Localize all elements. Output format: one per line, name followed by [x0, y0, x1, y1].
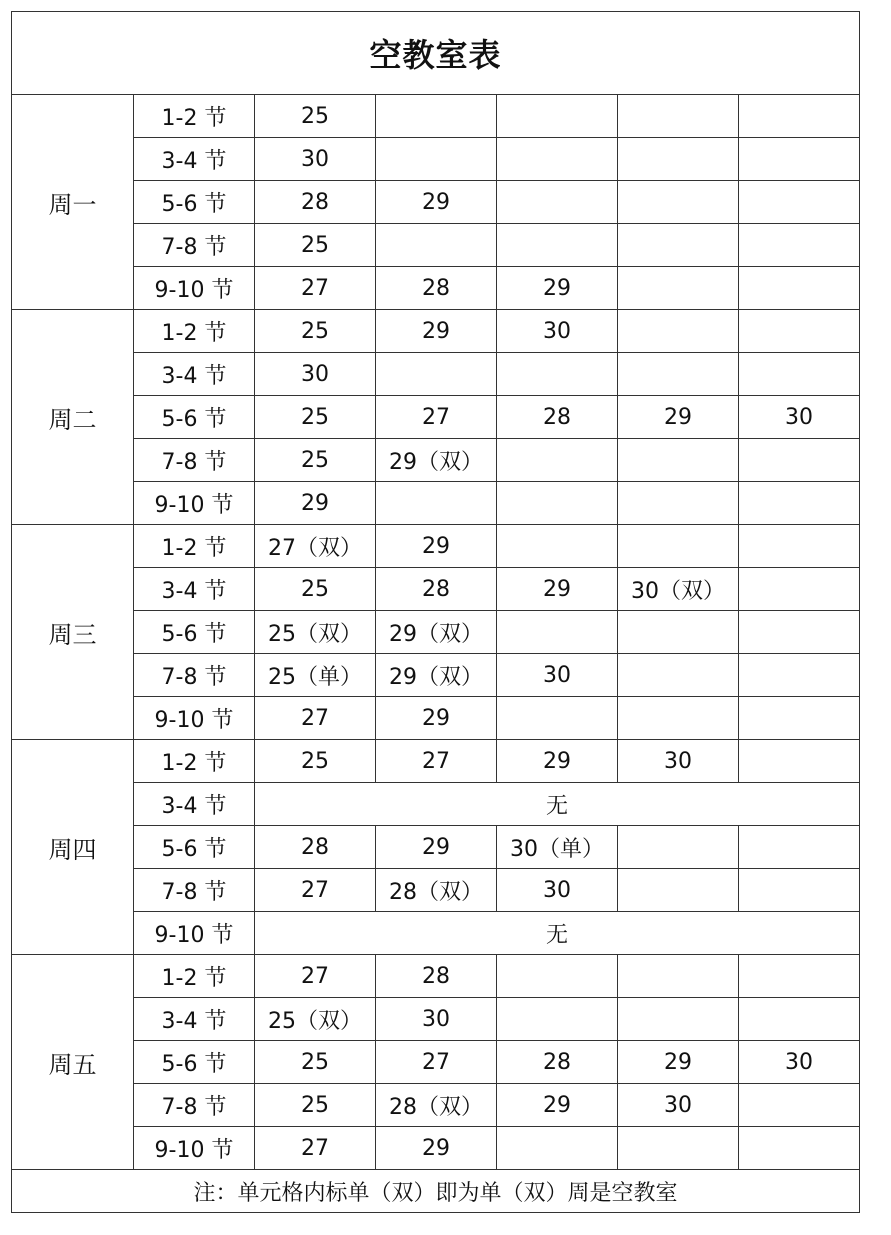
room-cell	[739, 353, 860, 396]
room-cell	[618, 826, 739, 869]
table-row	[12, 611, 860, 654]
room-cell: 29	[497, 267, 618, 310]
room-cell: 29	[376, 697, 497, 740]
day-label: 周四	[12, 740, 134, 955]
period-label: 3-4 节	[134, 138, 255, 181]
room-cell: 25	[255, 396, 376, 439]
room-cell	[618, 525, 739, 568]
room-cell: 30	[376, 998, 497, 1041]
room-cell: 27	[255, 955, 376, 998]
room-cell: 30	[497, 654, 618, 697]
period-label: 1-2 节	[134, 95, 255, 138]
room-cell: 29	[376, 826, 497, 869]
room-cell	[739, 1127, 860, 1170]
period-label: 9-10 节	[134, 1127, 255, 1170]
period-label: 9-10 节	[134, 697, 255, 740]
table-row	[12, 912, 860, 955]
room-cell	[497, 353, 618, 396]
room-cell	[618, 654, 739, 697]
table-row	[12, 267, 860, 310]
room-cell	[618, 869, 739, 912]
room-cell	[739, 224, 860, 267]
room-cell: 27	[376, 1041, 497, 1084]
room-cell	[618, 95, 739, 138]
room-cell	[497, 955, 618, 998]
room-cell	[376, 482, 497, 525]
room-cell: 30	[618, 740, 739, 783]
room-cell: 28	[255, 181, 376, 224]
period-label: 5-6 节	[134, 611, 255, 654]
room-cell	[739, 869, 860, 912]
table-row	[12, 396, 860, 439]
room-cell	[618, 955, 739, 998]
period-label: 7-8 节	[134, 439, 255, 482]
period-label: 5-6 节	[134, 396, 255, 439]
period-label: 7-8 节	[134, 1084, 255, 1127]
room-cell: 29	[376, 1127, 497, 1170]
room-cell	[739, 267, 860, 310]
room-cell: 25	[255, 1084, 376, 1127]
table-row	[12, 1127, 860, 1170]
empty-classroom-table	[11, 11, 860, 1213]
period-label: 3-4 节	[134, 783, 255, 826]
day-label: 周三	[12, 525, 134, 740]
period-label: 7-8 节	[134, 869, 255, 912]
table-row	[12, 353, 860, 396]
room-cell	[739, 525, 860, 568]
room-cell	[739, 654, 860, 697]
room-cell	[618, 998, 739, 1041]
room-cell: 29（双）	[376, 654, 497, 697]
period-label: 1-2 节	[134, 525, 255, 568]
room-cell	[497, 138, 618, 181]
room-cell: 25（双）	[255, 611, 376, 654]
room-cell: 29	[376, 310, 497, 353]
period-label: 1-2 节	[134, 955, 255, 998]
room-cell: 29	[497, 740, 618, 783]
period-label: 5-6 节	[134, 1041, 255, 1084]
room-cell: 27	[255, 267, 376, 310]
room-cell: 25	[255, 95, 376, 138]
room-cell: 29	[255, 482, 376, 525]
room-cell	[618, 439, 739, 482]
table-row	[12, 1084, 860, 1127]
room-cell	[739, 439, 860, 482]
period-label: 5-6 节	[134, 826, 255, 869]
room-cell	[497, 95, 618, 138]
room-cell: 29（双）	[376, 439, 497, 482]
table-row	[12, 310, 860, 353]
room-cell	[376, 138, 497, 181]
room-cell: 28	[376, 267, 497, 310]
room-cell	[739, 181, 860, 224]
room-cell: 25	[255, 439, 376, 482]
period-label: 9-10 节	[134, 912, 255, 955]
table-row	[12, 998, 860, 1041]
room-cell: 27	[255, 697, 376, 740]
period-label: 5-6 节	[134, 181, 255, 224]
room-cell: 29	[618, 1041, 739, 1084]
room-cell	[376, 224, 497, 267]
room-cell: 25	[255, 224, 376, 267]
period-label: 1-2 节	[134, 310, 255, 353]
room-cell	[618, 224, 739, 267]
room-cell: 28（双）	[376, 1084, 497, 1127]
room-cell: 30	[497, 310, 618, 353]
room-cell	[739, 568, 860, 611]
period-label: 7-8 节	[134, 224, 255, 267]
room-cell	[497, 611, 618, 654]
room-cell	[739, 697, 860, 740]
room-cell: 28	[255, 826, 376, 869]
room-cell	[497, 181, 618, 224]
room-cell: 29	[376, 525, 497, 568]
period-label: 9-10 节	[134, 267, 255, 310]
room-cell: 29	[497, 1084, 618, 1127]
period-label: 9-10 节	[134, 482, 255, 525]
room-cell: 29（双）	[376, 611, 497, 654]
table-row	[12, 181, 860, 224]
room-cell: 30	[618, 1084, 739, 1127]
room-cell	[376, 95, 497, 138]
room-cell	[618, 267, 739, 310]
room-cell	[739, 482, 860, 525]
room-cell: 28（双）	[376, 869, 497, 912]
table-row	[12, 826, 860, 869]
table-row	[12, 95, 860, 138]
room-cell: 30	[739, 1041, 860, 1084]
day-label: 周五	[12, 955, 134, 1170]
room-cell: 25（双）	[255, 998, 376, 1041]
table-row	[12, 482, 860, 525]
room-cell	[618, 353, 739, 396]
note-row	[12, 1170, 860, 1213]
title-row	[12, 12, 860, 95]
room-cell	[618, 181, 739, 224]
day-label: 周二	[12, 310, 134, 525]
table-row	[12, 783, 860, 826]
room-cell: 25	[255, 740, 376, 783]
room-cell: 25	[255, 310, 376, 353]
room-cell: 27（双）	[255, 525, 376, 568]
room-cell: 30（双）	[618, 568, 739, 611]
period-label: 3-4 节	[134, 998, 255, 1041]
table-row	[12, 869, 860, 912]
room-cell	[497, 1127, 618, 1170]
room-cell	[618, 611, 739, 654]
room-cell: 25	[255, 1041, 376, 1084]
room-cell: 28	[497, 396, 618, 439]
room-cell: 27	[376, 740, 497, 783]
room-cell: 25（单）	[255, 654, 376, 697]
day-label: 周一	[12, 95, 134, 310]
room-cell	[739, 826, 860, 869]
table-row	[12, 525, 860, 568]
room-cell: 30	[255, 353, 376, 396]
room-cell	[497, 998, 618, 1041]
table-row	[12, 568, 860, 611]
room-cell	[739, 138, 860, 181]
table-body	[12, 12, 860, 1213]
period-label: 1-2 节	[134, 740, 255, 783]
room-cell	[739, 998, 860, 1041]
room-cell: 29	[497, 568, 618, 611]
table-row	[12, 654, 860, 697]
table-row	[12, 439, 860, 482]
room-cell	[739, 95, 860, 138]
room-cell	[497, 697, 618, 740]
room-cell	[739, 740, 860, 783]
room-cell: 29	[618, 396, 739, 439]
room-cell: 28	[376, 955, 497, 998]
period-label: 7-8 节	[134, 654, 255, 697]
room-cell	[739, 310, 860, 353]
table-row	[12, 740, 860, 783]
table-row	[12, 1041, 860, 1084]
table-row	[12, 224, 860, 267]
room-cell	[618, 138, 739, 181]
table-row	[12, 697, 860, 740]
room-cell: 25	[255, 568, 376, 611]
room-cell: 27	[376, 396, 497, 439]
room-cell	[497, 525, 618, 568]
room-cell: 28	[497, 1041, 618, 1084]
room-cell	[739, 1084, 860, 1127]
table-note: 注：单元格内标单（双）即为单（双）周是空教室	[12, 1170, 860, 1213]
room-cell	[618, 482, 739, 525]
room-cell: 27	[255, 869, 376, 912]
room-cell: 30	[739, 396, 860, 439]
table-title: 空教室表	[12, 12, 860, 95]
room-cell: 29	[376, 181, 497, 224]
table-row	[12, 955, 860, 998]
room-cell	[739, 955, 860, 998]
room-cell: 30	[497, 869, 618, 912]
period-label: 3-4 节	[134, 353, 255, 396]
period-label: 3-4 节	[134, 568, 255, 611]
room-cell	[497, 439, 618, 482]
no-room-cell: 无	[255, 783, 860, 826]
room-cell: 27	[255, 1127, 376, 1170]
room-cell	[739, 611, 860, 654]
room-cell	[497, 224, 618, 267]
room-cell: 30（单）	[497, 826, 618, 869]
room-cell: 30	[255, 138, 376, 181]
room-cell	[376, 353, 497, 396]
room-cell	[497, 482, 618, 525]
no-room-cell: 无	[255, 912, 860, 955]
room-cell	[618, 1127, 739, 1170]
room-cell	[618, 310, 739, 353]
classroom-sheet	[11, 11, 859, 1213]
table-row	[12, 138, 860, 181]
room-cell	[618, 697, 739, 740]
room-cell: 28	[376, 568, 497, 611]
